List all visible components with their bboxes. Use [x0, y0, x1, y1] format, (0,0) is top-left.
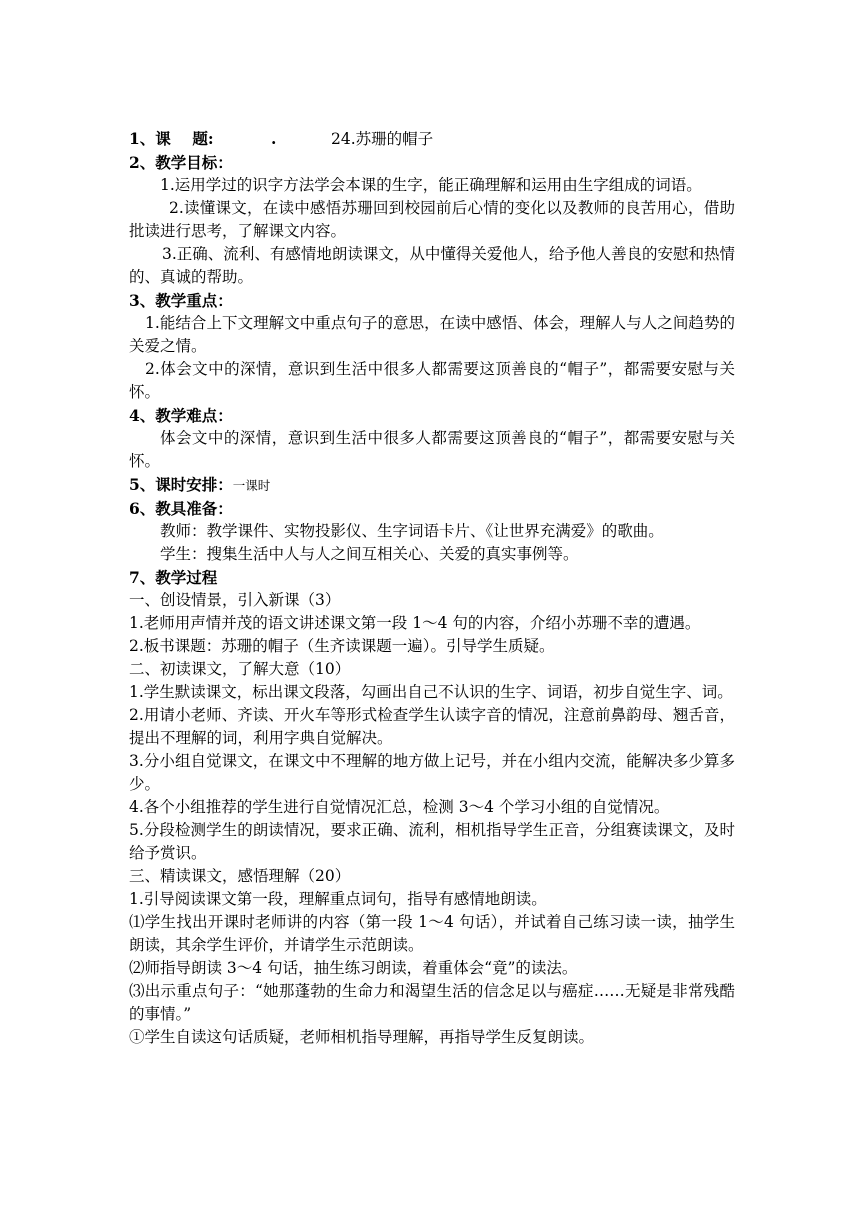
process-3-step-1: 1.引导阅读课文第一段，理解重点词句，指导有感情地朗读。 — [129, 890, 547, 908]
key-point-2: 2.体会文中的深情，意识到生活中很多人都需要这顶善良的“帽子”，都需要安慰与关怀。 — [129, 360, 735, 401]
process-2-step-2: 2.用请小老师、齐读、开火车等形式检查学生认读字音的情况，注意前鼻韵母、翘舌音，提出不理解的词，利用字典自觉解决。 — [129, 706, 735, 747]
schedule-row — [129, 473, 735, 497]
prep-teacher: 教师：教学课件、实物投影仪、生字词语卡片、《让世界充满爱》的歌曲。 — [160, 522, 664, 540]
section-heading-key-points: 3、教学重点： — [129, 291, 233, 310]
section-heading-schedule: 5、课时安排： — [129, 475, 233, 494]
lesson-title-row — [129, 127, 735, 151]
schedule-value: 一课时 — [232, 478, 271, 493]
process-3-substep-2: ⑵师指导朗读 3～4 句话，抽生练习朗读，着重体会“竟”的读法。 — [129, 959, 578, 977]
process-3-substep-4: ①学生自读这句话质疑，老师相机指导理解，再指导学生反复朗读。 — [129, 1028, 595, 1046]
process-2-step-3: 3.分小组自觉课文，在课文中不理解的地方做上记号，并在小组内交流，能解决多少算多少。 — [129, 752, 735, 793]
goal-item-2: 2.读懂课文，在读中感悟苏珊回到校园前后心情的变化以及教师的良苦用心，借助批读进行思考，了解课文内容。 — [129, 199, 735, 240]
process-part-3-heading: 三、精读课文，感悟理解（20） — [129, 867, 351, 885]
goal-item-3: 3.正确、流利、有感情地朗读课文，从中懂得关爱他人，给予他人善良的安慰和热情的、真诚的帮助。 — [129, 245, 735, 286]
document-body — [129, 127, 735, 1049]
process-part-2-heading: 二、初读课文，了解大意（10） — [129, 660, 351, 678]
section-heading-preparation: 6、教具准备： — [129, 499, 233, 518]
process-1-step-2: 2.板书课题：苏珊的帽子（生齐读课题一遍）。引导学生质疑。 — [129, 637, 555, 655]
process-2-step-5: 5.分段检测学生的朗读情况，要求正确、流利，相机指导学生正音，分组赛读课文，及时给予赏识。 — [129, 821, 735, 862]
process-part-1-heading: 一、创设情景，引入新课（3） — [129, 591, 341, 609]
process-2-step-4: 4.各个小组推荐的学生进行自觉情况汇总，检测 3～4 个学习小组的自觉情况。 — [129, 798, 670, 816]
lesson-title: 24.苏珊的帽子 — [331, 130, 434, 148]
prep-student: 学生：搜集生活中人与人之间互相关心、关爱的真实事例等。 — [160, 545, 579, 563]
difficulty-text: 体会文中的深情，意识到生活中很多人都需要这顶善良的“帽子”，都需要安慰与关怀。 — [129, 429, 735, 470]
goal-item-1: 1.运用学过的识字方法学会本课的生字，能正确理解和运用由生字组成的词语。 — [160, 176, 702, 194]
section-heading-difficulty: 4、教学难点： — [129, 406, 233, 425]
process-3-substep-3: ⑶出示重点句子：“她那蓬勃的生命力和渴望生活的信念足以与癌症……无疑是非常残酷的事情。” — [129, 982, 735, 1023]
key-point-1: 1.能结合上下文理解文中重点句子的意思，在读中感悟、体会，理解人与人之间趋势的关爱之情。 — [129, 314, 735, 355]
title-dot: . — [271, 129, 277, 148]
section-heading-goals: 2、教学目标： — [129, 153, 233, 172]
section-heading-process: 7、教学过程 — [129, 568, 218, 587]
process-1-step-1: 1.老师用声情并茂的语文讲述课文第一段 1～4 句的内容，介绍小苏珊不幸的遭遇。 — [129, 614, 701, 632]
process-2-step-1: 1.学生默读课文，标出课文段落，勾画出自己不认识的生字、词语，初步自觉生字、词。 — [129, 683, 733, 701]
process-3-substep-1: ⑴学生找出开课时老师讲的内容（第一段 1～4 句话），并试着自己练习读一读，抽学生朗读，其余学生评价，并请学生示范朗读。 — [129, 913, 735, 954]
title-label: 1、课 题: — [129, 129, 214, 148]
